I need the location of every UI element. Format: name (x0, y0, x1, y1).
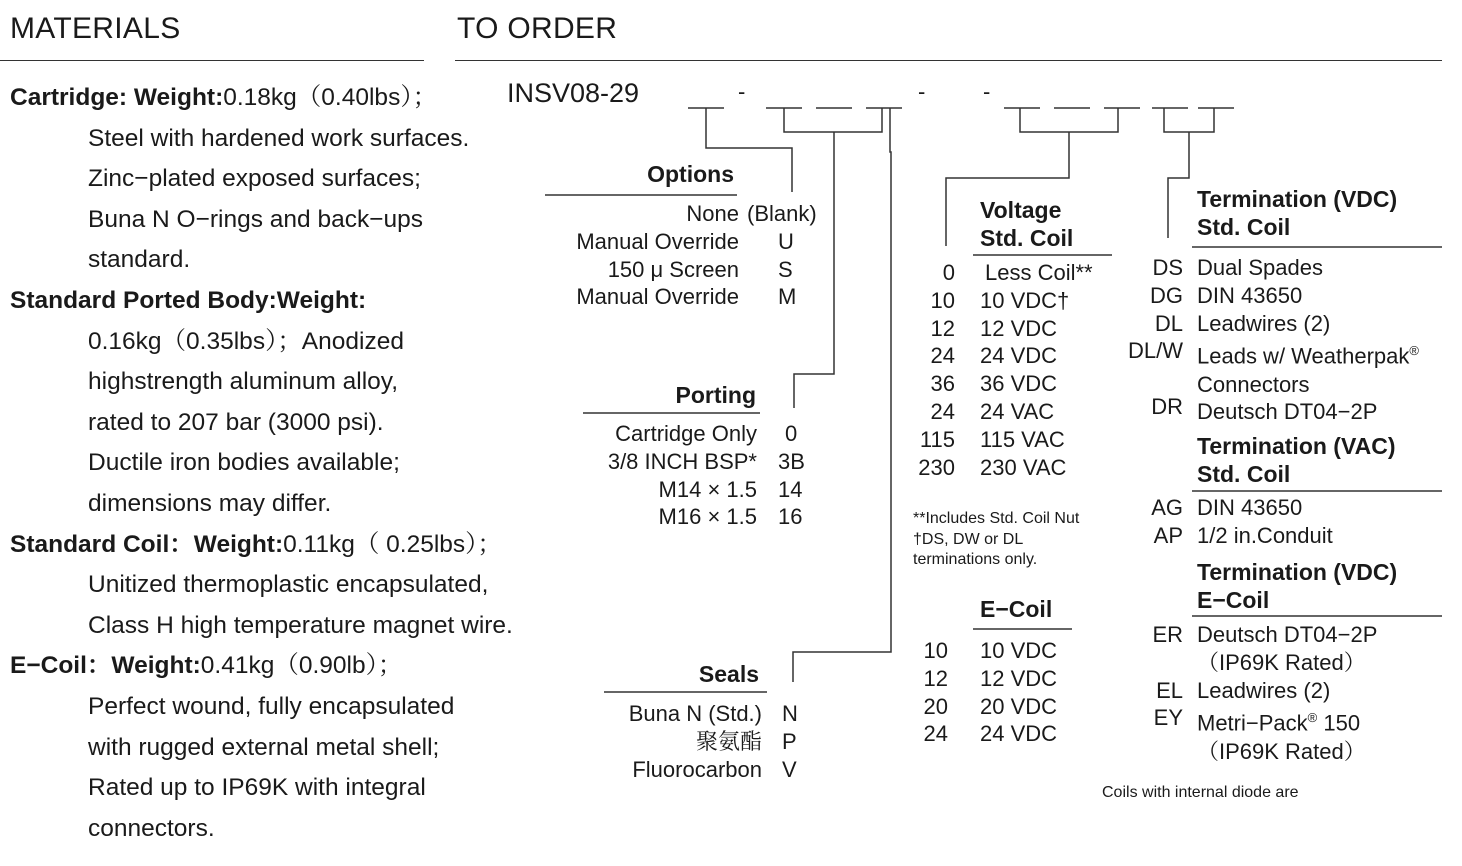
porting-name: M14 × 1.5 (658, 476, 757, 502)
cartridge-line: standard. (88, 246, 191, 274)
voltage-desc: 24 VAC (980, 398, 1055, 424)
ecoil-desc: 20 VDC (980, 693, 1058, 719)
porting-code: 14 (778, 476, 803, 502)
seal-name: 聚氨酯 (695, 728, 762, 754)
ecoil-heading: E−Coil：Weight:0.41kg（0.90lb）； (10, 652, 403, 680)
term-desc: Leads w/ Weatherpak® (1197, 343, 1419, 369)
term-vdc-e-title: Termination (VDC) E−Coil (1197, 559, 1398, 613)
voltage-code: 230 (918, 454, 955, 480)
cartridge-line: Steel with hardened work surfaces. (88, 124, 470, 152)
seal-code: V (782, 756, 797, 782)
ecoil-line: Perfect wound, fully encapsulated (88, 692, 455, 720)
seal-name: Fluorocarbon (632, 756, 762, 782)
voltage-code: 0 (942, 260, 955, 285)
term-vdc-std-descs (1197, 254, 1419, 426)
term-code (1128, 365, 1183, 393)
term-desc: Metri−Pack® 150 (1197, 710, 1361, 736)
coil-line: Unitized thermoplastic encapsulated, (88, 571, 489, 599)
term-code: DS (1152, 255, 1183, 280)
term-vac-codes (1151, 494, 1183, 550)
ecoil-code: 24 (923, 721, 948, 747)
option-code: U (778, 228, 794, 254)
options-names (576, 200, 739, 311)
term-desc: 1/2 in.Conduit (1197, 522, 1333, 548)
term-vdc-std-title: Termination (VDC) Std. Coil (1197, 186, 1398, 240)
voltage-notes: **Includes Std. Coil Nut †DS, DW or DL terminations only. (913, 510, 1080, 568)
option-name: Manual Override (576, 228, 739, 254)
ecoil-title: E−Coil (980, 596, 1053, 622)
term-code: DR (1151, 393, 1183, 419)
ecoil-codes (924, 637, 948, 748)
seals-names (629, 700, 762, 783)
ecoil-descs (980, 637, 1057, 748)
seals-title: Seals (698, 661, 759, 687)
cartridge-heading: Cartridge: Weight:0.18kg（0.40lbs）； (10, 84, 438, 111)
term-desc: （IP69K Rated） (1197, 738, 1366, 764)
options-codes (747, 200, 817, 311)
voltage-desc: 230 VAC (980, 454, 1067, 480)
option-code: (Blank) (747, 201, 817, 226)
ecoil-desc: 10 VDC (980, 638, 1058, 663)
porting-name: Cartridge Only (615, 421, 757, 446)
cartridge-line: Zinc−plated exposed surfaces; (88, 165, 421, 193)
term-code: DL/W (1128, 338, 1183, 364)
term-desc: Leadwires (2) (1197, 310, 1331, 336)
voltage-title: Voltage Std. Coil (980, 197, 1074, 251)
seal-code: N (782, 701, 798, 726)
term-vdc-e-descs (1197, 621, 1377, 765)
option-code: M (778, 284, 797, 310)
term-code (1152, 649, 1183, 677)
body-line: 0.16kg（0.35lbs）；Anodized (88, 327, 404, 355)
voltage-code: 115 (919, 426, 955, 452)
materials-title: MATERIALS (10, 12, 181, 45)
voltage-code: 10 (930, 287, 955, 313)
porting-name: 3/8 INCH BSP* (607, 448, 757, 474)
ecoil-code: 12 (923, 665, 948, 691)
options-title: Options (647, 161, 734, 187)
option-name: 150 μ Screen (607, 256, 739, 282)
body-line: highstrength aluminum alloy, (88, 368, 399, 396)
option-name: Manual Override (576, 284, 739, 310)
code-dash: - (738, 79, 746, 104)
voltage-desc: 10 VDC† (980, 287, 1070, 313)
voltage-desc: Less Coil** (985, 260, 1093, 285)
porting-name: M16 × 1.5 (658, 504, 757, 530)
voltage-desc: 12 VDC (980, 315, 1058, 341)
term-code: DG (1150, 282, 1183, 308)
body-line: rated to 207 bar (3000 psi). (88, 408, 384, 436)
voltage-desc: 24 VDC (980, 343, 1058, 369)
ecoil-line: with rugged external metal shell; (88, 733, 440, 761)
term-desc: Deutsch DT04−2P (1197, 399, 1378, 425)
voltage-code: 12 (930, 315, 955, 341)
footnote: Coils with internal diode are (1102, 784, 1299, 801)
term-code: EY (1153, 705, 1183, 731)
cartridge-line: Buna N O−rings and back−ups (88, 205, 424, 233)
porting-title: Porting (675, 382, 756, 408)
voltage-code: 24 (930, 398, 955, 424)
option-code: S (778, 256, 793, 282)
porting-code: 3B (778, 448, 805, 474)
body-line: dimensions may differ. (88, 489, 332, 517)
voltage-code: 24 (930, 343, 955, 369)
seal-code: P (782, 728, 797, 754)
voltage-desc: 115 VAC (980, 426, 1065, 452)
seals-codes (782, 700, 798, 783)
term-code: DL (1154, 310, 1183, 336)
term-code: AG (1151, 495, 1183, 520)
ecoil-desc: 24 VDC (980, 721, 1058, 747)
porting-code: 0 (785, 421, 798, 446)
model-code: INSV08-29 (507, 78, 640, 108)
ecoil-code: 10 (923, 638, 948, 663)
seal-name: Buna N (Std.) (628, 701, 762, 726)
term-vac-descs (1197, 494, 1333, 550)
voltage-codes (918, 259, 955, 481)
porting-codes (778, 420, 805, 531)
term-vdc-std-codes (1128, 254, 1183, 421)
body-line: Ductile iron bodies available; (88, 449, 400, 477)
voltage-descs (980, 259, 1093, 481)
ecoil-code: 20 (923, 693, 948, 719)
term-code: AP (1153, 522, 1183, 548)
term-desc: （IP69K Rated） (1197, 649, 1366, 675)
code-dash: - (983, 79, 991, 104)
voltage-desc: 36 VDC (980, 371, 1058, 397)
body-heading: Standard Ported Body:Weight: (10, 286, 367, 314)
term-vdc-e-codes (1152, 621, 1183, 732)
coil-line: Class H high temperature magnet wire. (88, 611, 513, 639)
term-desc: Dual Spades (1197, 255, 1323, 280)
term-code: ER (1152, 622, 1183, 647)
coil-heading: Standard Coil：Weight:0.11kg（ 0.25lbs）； (10, 530, 502, 558)
term-vac-std-title: Termination (VAC) Std. Coil (1197, 433, 1396, 487)
code-dash: - (918, 79, 926, 104)
term-desc: Connectors (1197, 371, 1310, 397)
option-name: None (686, 201, 739, 226)
term-desc: DIN 43650 (1197, 282, 1303, 308)
porting-code: 16 (778, 504, 803, 530)
term-desc: Deutsch DT04−2P (1197, 622, 1378, 647)
term-code: EL (1156, 677, 1183, 703)
ecoil-line: Rated up to IP69K with integral (88, 774, 426, 802)
order-title: TO ORDER (457, 12, 618, 45)
term-desc: DIN 43650 (1197, 495, 1303, 520)
ecoil-line: connectors. (88, 814, 215, 842)
voltage-code: 36 (930, 371, 955, 397)
term-desc: Leadwires (2) (1197, 677, 1331, 703)
ecoil-desc: 12 VDC (980, 665, 1058, 691)
porting-names (608, 420, 757, 531)
